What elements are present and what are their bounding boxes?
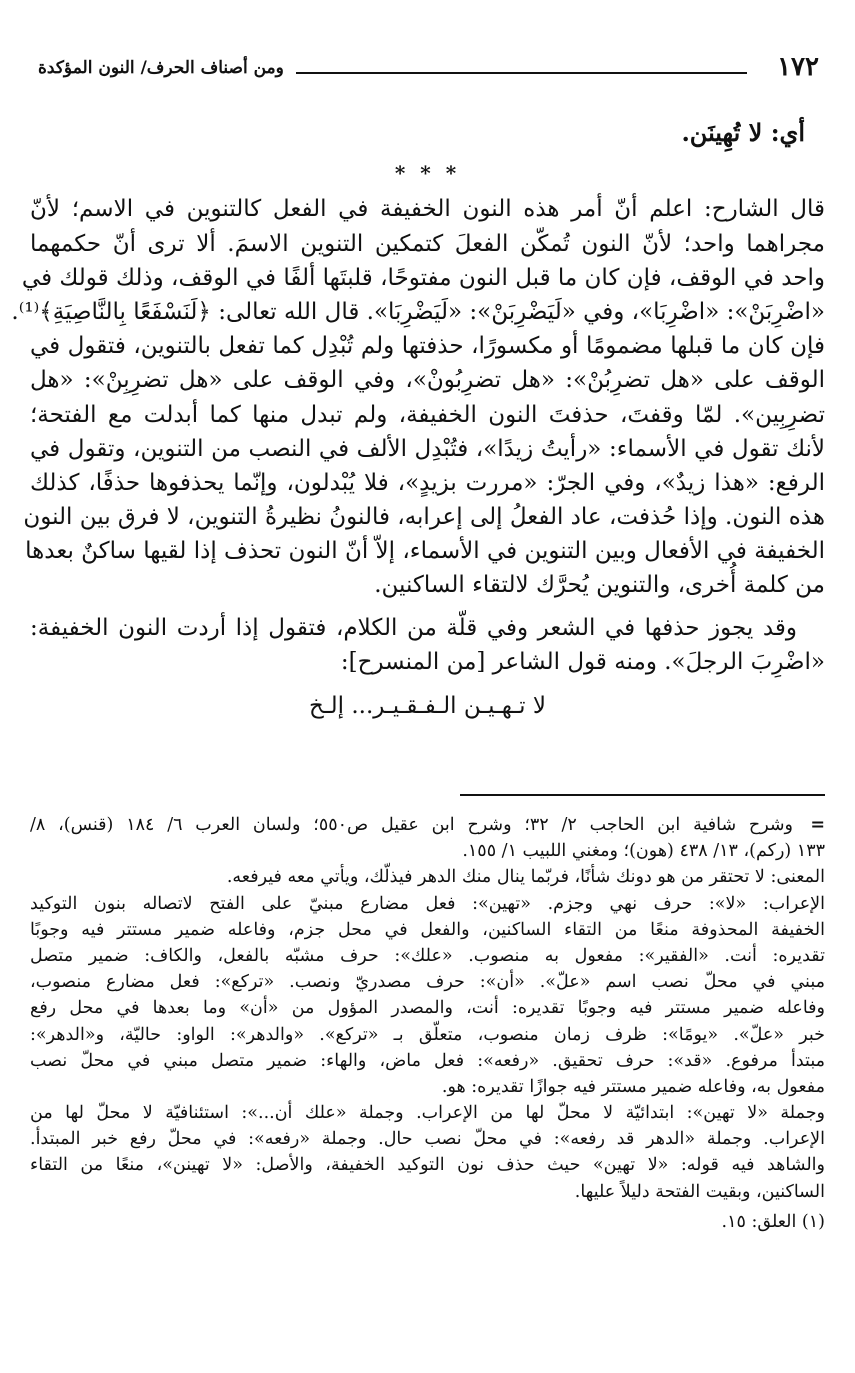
footnote-line: المعنى: لا تحتقر من هو دونك شأنًا، فربّما ينال منك الدهر فيذلّك، ويأتي معه فيرفعه. <box>226 867 825 888</box>
footnote-line: مفعول به، وفاعله ضمير مستتر فيه جوازًا تقديره: هو. <box>441 1076 825 1097</box>
paragraph-line: من كلمة أُخرى، والتنوين يُحرَّك لالتقاء الساكنين. <box>374 572 825 599</box>
footnote-line <box>30 812 825 838</box>
paragraph-line: واحد في الوقف، فإن كان ما قبل النون مفتوحًا، قلبتَها ألفًا في الوقف، وذلك قولك في <box>21 264 825 291</box>
paragraph-line: «اضْرِبَنْ»: «اضْرِبَا»، وفي «لَيَضْرِبَنْ»: «لَيَضْرِبَا». قال الله تعالى: ﴿لَنَسْفَعًا بِالنَّاصِيَةِ﴾⁽¹⁾. <box>11 298 825 325</box>
paragraph-line: وقد يجوز حذفها في الشعر وفي قلّة من الكلام، فتقول إذا أردت النون الخفيفة: <box>30 614 797 641</box>
footnote-line: الإعراب. وجملة «الدهر قد رفعه»: في محلّ نصب حال. وجملة «رفعه»: في محلّ رفع خبر المبتدأ. <box>30 1129 825 1150</box>
continuation-mark: = <box>810 815 825 835</box>
footnote-line: ١٣٣ (ركم)، ١٣/ ٤٣٨ (هون)؛ ومغني اللبيب ١/ ١٥٥. <box>462 841 825 862</box>
paragraph-line: «اضْرِبَ الرجلَ». ومنه قول الشاعر [من المنسرح]: <box>340 648 825 675</box>
footnote-line: الخفيفة المحذوفة منعًا من التقاء الساكنين، والفعل في محل جزم، وفاعله ضمير مستتر فيه وجوبًا <box>30 919 825 940</box>
section-separator: * * * <box>394 161 461 186</box>
footnote-line: تقديره: أنت. «الفقير»: مفعول به منصوب. «علك»: حرف مشبّه بالفعل، والكاف: ضمير متصل <box>30 945 825 966</box>
book-page <box>11 0 826 1373</box>
footnote-line: خبر «علّ». «يومًا»: ظرف زمان منصوب، متعلّق بـ «تركع». «والدهر»: الواو: حاليّة، و«الدهر»: <box>30 1024 825 1045</box>
footnote-line: والشاهد فيه قوله: «لا تهين» حيث حذف نون التوكيد الخفيفة، والأصل: «لا تهينن»، منعًا من التقاء <box>30 1155 825 1176</box>
footnote-line: مبني في محلّ نصب اسم «علّ». «أن»: حرف مصدريّ ونصب. «تركع»: فعل مضارع منصوب، <box>30 972 825 993</box>
verse-line: لا تـهـيـن الـفـقـيـر... إلـخ <box>309 693 546 719</box>
footnote-rule <box>460 794 825 796</box>
footnote-line: وفاعله ضمير مستتر فيه وجوبًا تقديره: أنت، والمصدر المؤول من «أن» وما بعدها في محل رفع <box>30 998 825 1019</box>
paragraph-line: الرفع: «هذا زيدٌ»، وفي الجرّ: «مررت بزيدٍ»، فلا يُبْدلون، وإنّما يحذفوها حذفًا، كذلك <box>30 469 825 496</box>
footnote-line: الساكنين، وبقيت الفتحة دليلاً عليها. <box>574 1181 825 1202</box>
paragraph-line: الخفيفة في الأفعال وبين التنوين في الأسماء، إلاّ أنّ النون تحذف إذا لقيها ساكنٌ بعدها <box>25 538 825 565</box>
footnote-text: وشرح شافية ابن الحاجب ٢/ ٣٢؛ وشرح ابن عقيل ص٥٥٠؛ ولسان العرب ٦/ ١٨٤ (قنس)، ٨/ <box>30 815 793 835</box>
header-rule <box>296 72 747 74</box>
footnotes <box>30 812 825 1235</box>
footnote-line: مبتدأ مرفوع. «قد»: حرف تحقيق. «رفعه»: فعل ماض، والهاء: ضمير متصل مبني في محلّ نصب <box>30 1050 825 1071</box>
paragraph-line: هذه النون. وإذا حُذفت، عاد الفعلُ إلى إعرابه، فالنونُ نظيرةُ التنوين، لا فرق بين النون <box>23 504 825 531</box>
opening-line: أي: لا تُهِينَن. <box>681 118 805 147</box>
paragraph-line: تضرِبِين». لمّا وقفتَ، حذفتَ النون الخفيفة، ولم تبدل منها كما أبدلت مع الفتحة؛ <box>30 401 825 428</box>
paragraph-line: قال الشارح: اعلم أنّ أمر هذه النون الخفيفة في الفعل كالتنوين في الاسم؛ لأنّ <box>30 196 825 223</box>
running-head: ومن أصناف الحرف/ النون المؤكدة <box>38 58 284 78</box>
main-text <box>11 116 826 723</box>
paragraph-line: الوقف على «هل تضرِبُنْ»: «هل تضرِبُونْ»، وفي الوقف على «هل تضرِبِنْ»: «هل <box>30 367 826 394</box>
footnote-line: وجملة «لا تهين»: ابتدائيّة لا محلّ لها من الإعراب. وجملة «علك أن...»: استئنافيّة لا محلّ لها من <box>30 1103 825 1124</box>
paragraph-line: فإن كان ما قبلها مضمومًا أو مكسورًا، حذفتها ولم تُبْدِل كما تفعل بالتنوين، فتقول في <box>30 333 825 360</box>
page-header <box>30 52 825 86</box>
footnote-line: (١) العلق: ١٥. <box>721 1211 825 1232</box>
paragraph-line: لأنك تقول في الأسماء: «رأيتُ زيدًا»، فتُبْدِل الألف في النصب من التنوين، وتقول في <box>30 435 825 462</box>
footnote-line: الإعراب: «لا»: حرف نهي وجزم. «تهين»: فعل مضارع مبنيّ على الفتح لاتصاله بنون التوكيد <box>30 893 825 914</box>
paragraph-line: مجراهما واحد؛ لأنّ النون تُمكّن الفعلَ كتمكين التنوين الاسمَ. ألا ترى أنّ حكمهما <box>30 230 825 257</box>
page-number: ١٧٢ <box>777 52 819 82</box>
